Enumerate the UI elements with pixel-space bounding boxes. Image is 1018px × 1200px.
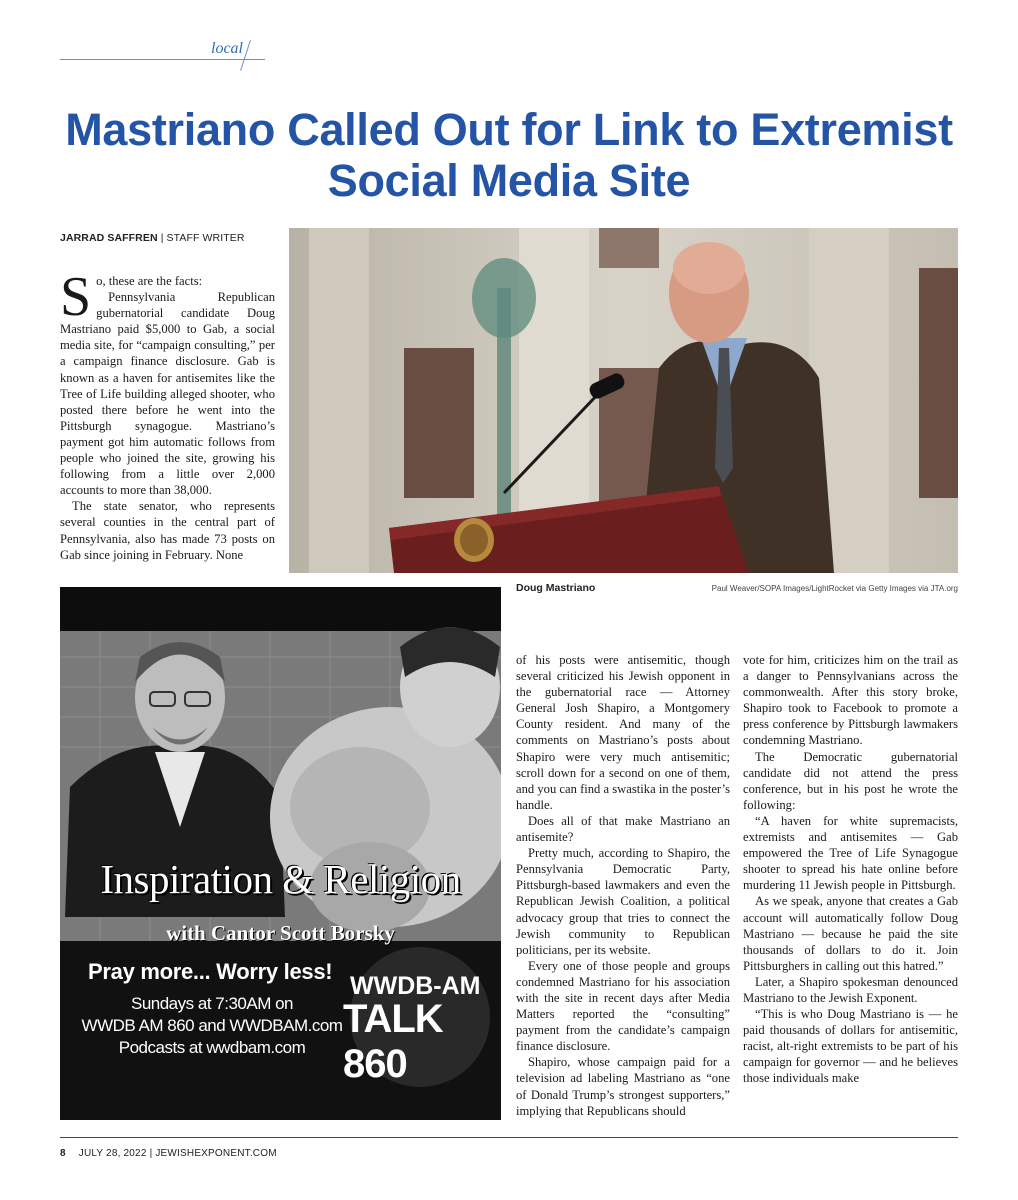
drop-cap: S: [60, 266, 92, 328]
ad-station: WWDB-AM: [350, 972, 481, 1000]
advertisement: [60, 587, 501, 1120]
paragraph: Pretty much, according to Shapiro, the Pennsylvania Democratic Party, Pittsburgh-based lawmakers and even the Republican Jewish Coalition, a political advocacy group that tries to connect the Jewish community to Republican politicians, per its website.: [516, 846, 730, 957]
page-number: 8: [60, 1148, 66, 1159]
paragraph: Every one of those people and groups condemned Mastriano for his association with the site in recent days after Media Matters reported the “consulting” payment from the candidate’s campaign finance disclosure.: [516, 958, 730, 1054]
ad-info-line: Sundays at 7:30AM on: [130, 994, 293, 1013]
paragraph: Later, a Shapiro spokesman denounced Mastriano to the Jewish Exponent.: [743, 974, 958, 1005]
footer-rule: [60, 1137, 958, 1138]
ad-info-line: Podcasts at wwdbam.com: [118, 1038, 306, 1057]
footer-date-site: JULY 28, 2022 | JEWISHEXPONENT.COM: [78, 1148, 277, 1159]
paragraph: “A haven for white supremacists, extremists and antisemites — Gab empowered the Tree of Life Synagogue shooter to spread his hate online before murdering 11 Jewish people in Pittsburgh.: [743, 813, 958, 893]
paragraph: Does all of that make Mastriano an antisemite?: [516, 813, 730, 845]
ad-title: Inspiration & Religion: [100, 856, 461, 902]
ad-station-talk: TALK 860: [343, 997, 443, 1086]
ad-info: [72, 993, 352, 1059]
article-column-1: [60, 266, 275, 563]
paragraph: of his posts were antisemitic, though several criticized his Jewish opponent in the gubernatorial race — Attorney General Josh Shapiro, a Montgomery County resident. And many of the comments on Mastriano’s posts about Shapiro were very much antisemitic; scroll down for a second on one of them, and you can find a swastika in the poster’s handle.: [516, 653, 730, 812]
photo-credit: Paul Weaver/SOPA Images/LightRocket via Getty Images via JTA.org: [711, 584, 958, 593]
ad-info-line: WWDB AM 860 and WWDBAM.com: [81, 1016, 343, 1035]
byline-role: | STAFF WRITER: [160, 232, 245, 244]
ad-tagline: Pray more... Worry less!: [88, 959, 333, 984]
section-rule: [60, 59, 265, 60]
paragraph: The state senator, who represents several counties in the central part of Pennsylvania, also has made 73 posts on Gab since joining in February. None: [60, 499, 275, 562]
paragraph: The Democratic gubernatorial candidate did not attend the press conference, but in his post he wrote the following:: [743, 749, 958, 812]
photo-illustration: [289, 228, 958, 573]
paragraph: Shapiro, whose campaign paid for a television ad labeling Mastriano as “one of Donald Trump’s strongest supporters,” implying that Republicans should: [516, 1055, 730, 1118]
byline-author: JARRAD SAFFREN: [60, 232, 158, 244]
page-footer: [60, 1148, 277, 1159]
section-label: local: [211, 40, 243, 57]
paragraph: vote for him, criticizes him on the trail as a danger to Pennsylvanians across the commonwealth. After this story broke, Shapiro took to Facebook to promote a press conference by Pittsburgh lawmakers condemning Mastriano.: [743, 653, 958, 748]
headline: Mastriano Called Out for Link to Extremist Social Media Site: [65, 104, 953, 206]
byline: [60, 232, 245, 244]
article-column-3: [743, 652, 958, 1087]
article-photo: [289, 228, 958, 573]
ad-subtitle: with Cantor Scott Borsky: [166, 921, 395, 945]
paragraph: “This is who Doug Mastriano is — he paid thousands of dollars for antisemitic, racist, alt-right extremists to be part of his campaign for governor — and he believes those individuals make: [743, 1007, 958, 1086]
photo-caption: Doug Mastriano: [516, 582, 596, 594]
paragraph: Pennsylvania Republican gubernatorial candidate Doug Mastriano paid $5,000 to Gab, a social media site, for “campaign consulting,” per a campaign finance disclosure. Gab is known as a haven for antisemites like the Tree of Life building alleged shooter, who posted there before he went into the Pittsburgh synagogue. Mastriano’s payment got him automatic follows from people who joined the site, growing his following from a little over 2,000 accounts to more than 38,000.: [60, 290, 275, 498]
paragraph: So, these are the facts:: [60, 266, 203, 328]
paragraph: As we speak, anyone that creates a Gab account will automatically follow Doug Mastriano — because he paid the site thousands of dollars to do it. Join Pittsburghers in calling out this hatred.”: [743, 894, 958, 973]
article-column-2: [516, 652, 730, 1119]
